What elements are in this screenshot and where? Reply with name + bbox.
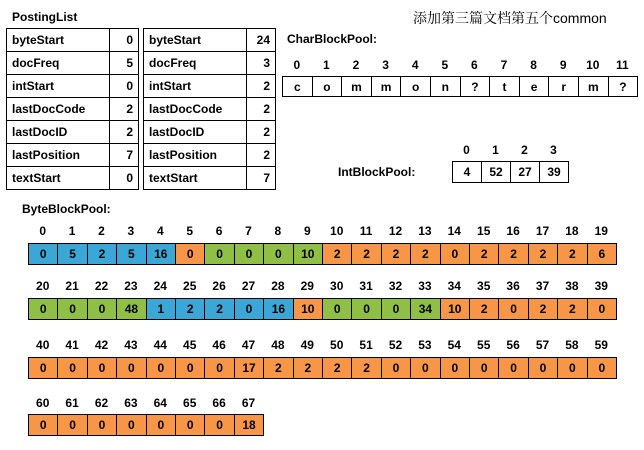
byte-index: 65 xyxy=(183,396,197,410)
field-value: 0 xyxy=(110,167,139,190)
char-cell: o xyxy=(312,76,343,97)
byte-index: 32 xyxy=(388,279,403,293)
char-cell: m xyxy=(341,76,372,97)
posting-list-row xyxy=(7,52,139,75)
posting-list-table xyxy=(6,28,139,190)
int-index: 1 xyxy=(492,143,499,157)
char-index: 11 xyxy=(616,58,629,72)
byte-index: 63 xyxy=(124,396,138,410)
byte-cell: 0 xyxy=(28,243,58,265)
byte-cell: 2 xyxy=(175,298,205,320)
byte-cell: 16 xyxy=(263,298,293,320)
byte-index: 31 xyxy=(359,279,373,293)
byte-cell: 0 xyxy=(87,414,117,436)
byte-cell: 0 xyxy=(146,414,176,436)
posting-list-row xyxy=(7,75,139,98)
field-value: 2 xyxy=(247,98,276,121)
byte-index: 8 xyxy=(274,224,282,238)
int-block-pool-label: IntBlockPool: xyxy=(338,165,416,179)
posting-list-row xyxy=(144,75,276,98)
byte-cell: 0 xyxy=(351,298,381,320)
int-cell: 52 xyxy=(481,161,511,183)
posting-list-row xyxy=(7,144,139,167)
byte-index: 60 xyxy=(36,396,50,410)
char-cell: o xyxy=(400,76,431,97)
byte-cell: 0 xyxy=(28,357,58,379)
field-name: lastDocID xyxy=(7,121,110,144)
byte-cell: 0 xyxy=(57,298,87,320)
char-index: 3 xyxy=(382,58,389,72)
byte-cell: 0 xyxy=(410,357,440,379)
int-cell: 27 xyxy=(510,161,540,183)
byte-index: 59 xyxy=(594,338,608,352)
byte-index: 58 xyxy=(565,338,579,352)
byte-index: 66 xyxy=(212,396,226,410)
byte-index: 11 xyxy=(359,224,373,238)
byte-index: 26 xyxy=(212,279,226,293)
byte-cell: 0 xyxy=(440,357,470,379)
byte-cell: 2 xyxy=(87,243,117,265)
int-cell: 39 xyxy=(539,161,569,183)
field-value: 3 xyxy=(247,52,276,75)
byte-cell: 5 xyxy=(57,243,87,265)
int-index: 0 xyxy=(463,143,470,157)
byte-cell: 17 xyxy=(234,357,264,379)
byte-index: 62 xyxy=(94,396,109,410)
byte-cell: 0 xyxy=(557,357,587,379)
char-cell: c xyxy=(282,76,313,97)
byte-cell: 48 xyxy=(116,298,146,320)
char-index: 2 xyxy=(352,58,360,72)
char-index: 6 xyxy=(471,58,478,72)
byte-index: 52 xyxy=(388,338,403,352)
byte-index: 50 xyxy=(330,338,344,352)
byte-index: 47 xyxy=(241,338,256,352)
byte-cell: 0 xyxy=(204,243,234,265)
posting-list-row xyxy=(144,98,276,121)
byte-cell: 0 xyxy=(528,357,558,379)
field-name: lastDocCode xyxy=(144,98,247,121)
field-value: 2 xyxy=(247,121,276,144)
byte-cell: 0 xyxy=(204,357,234,379)
byte-index: 2 xyxy=(98,224,105,238)
byte-index: 45 xyxy=(183,338,197,352)
field-value: 0 xyxy=(110,29,139,52)
char-block-pool-label: CharBlockPool: xyxy=(287,32,378,46)
byte-cell: 0 xyxy=(87,357,117,379)
byte-index: 22 xyxy=(94,279,109,293)
byte-index: 44 xyxy=(153,338,167,352)
byte-cell: 0 xyxy=(381,298,411,320)
byte-cell: 2 xyxy=(322,357,352,379)
byte-index: 6 xyxy=(215,224,223,238)
byte-cell: 6 xyxy=(587,243,617,265)
char-index: 0 xyxy=(293,58,301,72)
byte-index: 19 xyxy=(594,224,608,238)
byte-cell: 0 xyxy=(116,357,146,379)
posting-list-row xyxy=(144,167,276,190)
byte-index: 1 xyxy=(68,224,76,238)
byte-index: 49 xyxy=(300,338,314,352)
char-cell: t xyxy=(489,76,520,97)
byte-cell: 2 xyxy=(528,298,558,320)
byte-cell: 2 xyxy=(557,298,587,320)
byte-cell: 0 xyxy=(28,414,58,436)
posting-list-label: PostingList xyxy=(12,10,78,24)
byte-cell: 10 xyxy=(440,298,470,320)
byte-cell: 0 xyxy=(57,357,87,379)
field-name: lastPosition xyxy=(144,144,247,167)
byte-cell: 0 xyxy=(587,357,617,379)
byte-cell: 2 xyxy=(351,357,381,379)
field-value: 2 xyxy=(247,75,276,98)
byte-index: 9 xyxy=(303,224,311,238)
byte-index: 28 xyxy=(271,279,285,293)
byte-cell: 34 xyxy=(410,298,440,320)
field-value: 0 xyxy=(110,75,139,98)
field-name: textStart xyxy=(144,167,247,190)
byte-index: 17 xyxy=(535,224,550,238)
char-cell: r xyxy=(548,76,579,97)
field-name: textStart xyxy=(7,167,110,190)
char-index: 9 xyxy=(559,58,567,72)
byte-index: 37 xyxy=(535,279,550,293)
char-cell: e xyxy=(519,76,550,97)
char-cell: m xyxy=(578,76,609,97)
diagram-title: 添加第三篇文档第五个common xyxy=(413,10,607,26)
byte-index: 3 xyxy=(127,224,135,238)
byte-index: 27 xyxy=(241,279,256,293)
byte-index: 13 xyxy=(418,224,432,238)
byte-index: 29 xyxy=(300,279,314,293)
int-index: 3 xyxy=(550,143,557,157)
posting-list-row xyxy=(7,167,139,190)
byte-index: 7 xyxy=(245,224,252,238)
byte-index: 39 xyxy=(594,279,608,293)
byte-cell: 0 xyxy=(175,414,205,436)
byte-index: 34 xyxy=(447,279,461,293)
byte-cell: 2 xyxy=(469,243,499,265)
char-index: 8 xyxy=(530,58,537,72)
char-index: 4 xyxy=(411,58,419,72)
field-value: 24 xyxy=(247,29,276,52)
posting-list-row xyxy=(7,121,139,144)
byte-cell: 0 xyxy=(498,357,528,379)
byte-cell: 18 xyxy=(234,414,264,436)
int-cell: 4 xyxy=(452,161,482,183)
posting-list-row xyxy=(144,121,276,144)
field-value: 5 xyxy=(110,52,139,75)
char-cell: n xyxy=(430,76,461,97)
byte-cell: 0 xyxy=(381,357,411,379)
byte-cell: 0 xyxy=(322,298,352,320)
byte-cell: 10 xyxy=(293,298,323,320)
byte-index: 18 xyxy=(565,224,579,238)
byte-cell: 0 xyxy=(175,357,205,379)
posting-list-row xyxy=(144,144,276,167)
posting-list-row xyxy=(7,29,139,52)
byte-cell: 1 xyxy=(146,298,176,320)
char-cell: ? xyxy=(608,76,639,97)
byte-index: 30 xyxy=(330,279,344,293)
byte-index: 14 xyxy=(447,224,461,238)
byte-cell: 2 xyxy=(469,298,499,320)
byte-index: 25 xyxy=(183,279,197,293)
posting-list-row xyxy=(7,98,139,121)
byte-index: 56 xyxy=(506,338,520,352)
field-value: 2 xyxy=(110,98,139,121)
field-value: 7 xyxy=(247,167,276,190)
byte-index: 57 xyxy=(535,338,550,352)
byte-cell: 0 xyxy=(146,357,176,379)
char-index: 7 xyxy=(500,58,508,72)
byte-cell: 2 xyxy=(528,243,558,265)
byte-cell: 2 xyxy=(498,243,528,265)
byte-index: 0 xyxy=(39,224,47,238)
byte-index: 43 xyxy=(124,338,138,352)
byte-index: 54 xyxy=(447,338,461,352)
byte-index: 46 xyxy=(212,338,226,352)
field-name: docFreq xyxy=(144,52,247,75)
byte-index: 12 xyxy=(388,224,403,238)
field-name: docFreq xyxy=(7,52,110,75)
byte-cell: 2 xyxy=(410,243,440,265)
byte-cell: 0 xyxy=(204,414,234,436)
byte-cell: 0 xyxy=(587,298,617,320)
byte-index: 10 xyxy=(330,224,344,238)
byte-index: 15 xyxy=(477,224,491,238)
byte-index: 36 xyxy=(506,279,520,293)
char-index: 10 xyxy=(586,58,600,72)
byte-cell: 0 xyxy=(263,243,293,265)
field-name: intStart xyxy=(144,75,247,98)
byte-cell: 0 xyxy=(57,414,87,436)
byte-index: 41 xyxy=(65,338,79,352)
byte-cell: 0 xyxy=(498,298,528,320)
byte-cell: 0 xyxy=(116,414,146,436)
byte-index: 23 xyxy=(124,279,138,293)
field-name: lastDocID xyxy=(144,121,247,144)
field-name: intStart xyxy=(7,75,110,98)
byte-block-pool-label: ByteBlockPool: xyxy=(22,202,111,216)
byte-cell: 16 xyxy=(146,243,176,265)
field-value: 2 xyxy=(247,144,276,167)
field-value: 2 xyxy=(110,121,139,144)
char-cell: m xyxy=(371,76,402,97)
posting-list-table xyxy=(143,28,276,190)
char-cell: ? xyxy=(460,76,491,97)
byte-index: 24 xyxy=(153,279,167,293)
byte-index: 20 xyxy=(36,279,50,293)
byte-cell: 2 xyxy=(322,243,352,265)
byte-cell: 0 xyxy=(28,298,58,320)
char-index: 1 xyxy=(323,58,330,72)
byte-cell: 5 xyxy=(116,243,146,265)
byte-cell: 0 xyxy=(469,357,499,379)
byte-cell: 2 xyxy=(263,357,293,379)
byte-index: 21 xyxy=(65,279,79,293)
byte-index: 33 xyxy=(418,279,432,293)
byte-index: 61 xyxy=(65,396,79,410)
byte-cell: 2 xyxy=(557,243,587,265)
byte-cell: 10 xyxy=(293,243,323,265)
byte-index: 40 xyxy=(36,338,50,352)
byte-index: 35 xyxy=(477,279,491,293)
byte-cell: 0 xyxy=(175,243,205,265)
byte-index: 42 xyxy=(94,338,109,352)
byte-index: 38 xyxy=(565,279,579,293)
byte-index: 16 xyxy=(506,224,520,238)
posting-list-row xyxy=(144,52,276,75)
field-name: lastPosition xyxy=(7,144,110,167)
field-name: byteStart xyxy=(7,29,110,52)
int-index: 2 xyxy=(521,143,528,157)
byte-cell: 0 xyxy=(440,243,470,265)
field-name: byteStart xyxy=(144,29,247,52)
byte-index: 5 xyxy=(186,224,194,238)
byte-index: 51 xyxy=(359,338,373,352)
byte-index: 64 xyxy=(153,396,167,410)
byte-cell: 0 xyxy=(234,298,264,320)
byte-index: 55 xyxy=(477,338,491,352)
byte-index: 48 xyxy=(271,338,285,352)
byte-cell: 0 xyxy=(234,243,264,265)
posting-list-row xyxy=(144,29,276,52)
byte-cell: 2 xyxy=(381,243,411,265)
field-name: lastDocCode xyxy=(7,98,110,121)
byte-index: 4 xyxy=(156,224,164,238)
byte-index: 67 xyxy=(241,396,256,410)
char-index: 5 xyxy=(441,58,449,72)
byte-cell: 2 xyxy=(351,243,381,265)
byte-cell: 2 xyxy=(293,357,323,379)
byte-cell: 2 xyxy=(204,298,234,320)
byte-cell: 0 xyxy=(87,298,117,320)
byte-index: 53 xyxy=(418,338,432,352)
field-value: 7 xyxy=(110,144,139,167)
